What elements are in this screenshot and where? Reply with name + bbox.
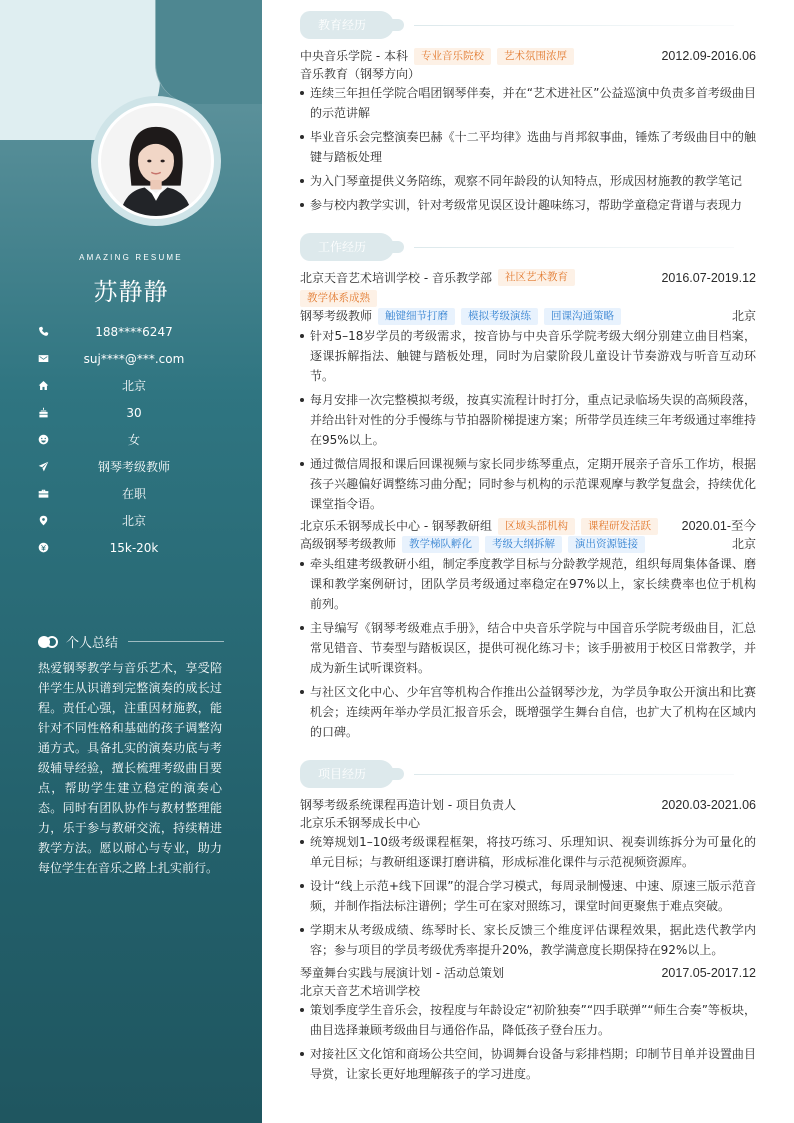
phone-number: 188****6247 [95,324,173,339]
summary-title: 个人总结 [66,636,119,651]
project-org: 北京乐禾钢琴成长中心 [300,816,421,830]
tag: 模拟考级演练 [461,308,538,325]
tag: 教学体系成熟 [300,290,377,307]
job-title: 高级钢琴考级教师 [300,537,397,551]
age: 30 [126,405,142,420]
info-row-age [30,399,230,426]
resume-tagline: AMAZING RESUME [79,253,183,262]
info-row-phone [30,318,230,345]
tag: 触键细节打磨 [378,308,455,325]
list-item: 为入门琴童提供义务陪练，观察不同年龄段的认知特点，形成因材施教的教学笔记 [300,171,756,191]
section-header-projects [300,760,740,788]
briefcase-icon [30,488,58,499]
gender: 女 [127,433,140,447]
candidate-name: 苏静静 [93,278,169,306]
list-item: 设计“线上示范+线下回课”的混合学习模式，每周录制慢速、中速、原速三版示范音频，并制作指法标注谱例；学生可在家对照练习，课堂时间更聚焦于难点突破。 [300,876,756,916]
tag: 教学梯队孵化 [402,536,479,553]
birthday-cake-icon [30,407,58,418]
list-item: 每月安排一次完整模拟考级，按真实流程计时打分，重点记录临场失误的高频段落，并给出针对性的分手慢练与节拍器阶梯提速方案；所带学员连续三年考级通过率维持在95%以上。 [300,390,756,450]
decorative-shape [155,0,262,104]
company-name: 北京天音艺术培训学校 - 音乐教学部 [300,271,492,285]
role-row [300,307,756,325]
list-item: 针对5–18岁学员的考级需求，按音协与中央音乐学院考级大纲分别建立曲目档案，逐课拆解指法、触键与踏板处理，同时为启蒙阶段儿童设计节奏游戏与听音互动环节。 [300,326,756,386]
date-range: 2017.05-2017.12 [661,966,756,980]
contact-info-list [30,318,230,561]
info-row-status [30,480,230,507]
tag: 演出资源链接 [568,536,645,553]
list-item: 牵头组建考级教研小组，制定季度教学目标与分龄教学规范，组织每周集体备课、磨课和教学案例研讨，团队学员考级通过率稳定在97%以上，家长续费率也位于机构前列。 [300,554,756,614]
target-position: 钢琴考级教师 [97,460,170,474]
role-row [300,535,756,553]
project-title: 钢琴考级系统课程再造计划 - 项目负责人 [300,798,516,812]
summary-dots-icon [38,636,60,648]
work-bullets [300,554,756,746]
school-name: 中央音乐学院 - 本科 [300,49,408,63]
list-item: 主导编写《钢琴考级难点手册》，结合中央音乐学院与中国音乐学院考级曲目，汇总常见错音、节奏型与踏板误区，提供可视化练习卡；该手册被用于校区日常教学，并成为新生试听课资料。 [300,618,756,678]
info-row-residence [30,372,230,399]
info-row-salary [30,534,230,561]
list-item: 通过微信周报和课后回课视频与家长同步练琴重点，定期开展亲子音乐工作坊，根据孩子兴趣偏好调整练习曲分配；同时参与机构的示范课观摩与教学复盘会，持续优化课堂指令语。 [300,454,756,514]
project-bullets [300,832,756,964]
section-header-work [300,233,740,261]
list-item: 对接社区文化馆和商场公共空间，协调舞台设备与彩排档期；印制节目单并设置曲目导赏，让家长更好地理解孩子的学习进度。 [300,1044,756,1084]
tag: 艺术氛围浓厚 [497,48,574,65]
divider [128,641,224,642]
work-location: 北京 [731,537,756,551]
project-title: 琴童舞台实践与展演计划 - 活动总策划 [300,966,504,980]
work-entry-header [300,517,756,535]
list-item: 策划季度学生音乐会，按程度与年龄设定“初阶独奏”“四手联弹”“师生合奏”等板块，曲目选择兼顾考级曲目与通俗作品，降低孩子登台压力。 [300,1000,756,1040]
email-icon [30,353,58,364]
list-item: 连续三年担任学院合唱团钢琴伴奏，并在“艺术进社区”公益巡演中负责多首考级曲目的示范讲解 [300,83,756,123]
tag: 课程研发活跃 [581,518,658,535]
section-title: 教育经历 [300,11,394,39]
company-name: 北京乐禾钢琴成长中心 - 钢琴教研组 [300,519,492,533]
education-bullets [300,83,756,219]
education-entry-header [300,47,756,65]
list-item: 与社区文化中心、少年宫等机构合作推出公益钢琴沙龙，为学员争取公开演出和比赛机会；连续两年举办学员汇报音乐会，既增强学生舞台自信，也扩大了机构在区域内的口碑。 [300,682,756,742]
send-icon [30,461,58,472]
summary-text: 热爱钢琴教学与音乐艺术，享受陪伴学生从识谱到完整演奏的成长过程。责任心强，注重因材施教，能针对不同性格和基础的孩子调整沟通方式。具备扎实的演奏功底与考级辅导经验，擅长梳理考级曲目要点，帮助学生建立稳定的演奏心态。同时有团队协作与教材整理能力，乐于参与教研交流，持续精进教学方法。愿以耐心与专业，助力每位学生在音乐之路上扎实前行。 [38,661,222,875]
residence-city: 北京 [121,379,146,393]
tag: 回课沟通策略 [544,308,621,325]
avatar-ring [91,96,221,226]
list-item: 学期末从考级成绩、练琴时长、家长反馈三个维度评估课程效果，据此迭代教学内容；参与项目的学员考级优秀率提升20%，教学满意度长期保持在92%以上。 [300,920,756,960]
avatar-photo [101,106,211,216]
salary-icon [30,542,58,553]
employment-status: 在职 [121,487,146,501]
expected-salary: 15k-20k [109,540,159,555]
info-row-email [30,345,230,372]
divider [414,25,734,26]
summary-header [38,632,224,651]
date-range: 2012.09-2016.06 [661,49,756,63]
list-item: 统筹规划1–10级考级课程框架，将技巧练习、乐理知识、视奏训练拆分为可量化的单元目标；与教研组逐课打磨讲稿，形成标准化课件与示范视频资源库。 [300,832,756,872]
email-address: suj****@***.com [83,351,185,366]
location-pin-icon [30,515,58,526]
phone-icon [30,326,58,337]
section-title: 工作经历 [300,233,394,261]
project-bullets [300,1000,756,1088]
divider [414,247,734,248]
avatar [98,103,214,219]
job-title: 钢琴考级教师 [300,309,373,323]
home-icon [30,380,58,391]
list-item: 毕业音乐会完整演奏巴赫《十二平均律》选曲与肖邦叙事曲，锤炼了考级曲目中的触键与踏板处理 [300,127,756,167]
info-row-location [30,507,230,534]
expected-city: 北京 [121,514,146,528]
tag: 区域头部机构 [498,518,575,535]
date-range: 2016.07-2019.12 [661,271,756,285]
work-bullets [300,326,756,518]
project-org: 北京天音艺术培训学校 [300,984,421,998]
major: 音乐教育（钢琴方向） [300,67,421,81]
section-header-education [300,11,740,39]
sidebar [0,0,262,1123]
tag: 专业音乐院校 [414,48,491,65]
info-row-gender [30,426,230,453]
section-title: 项目经历 [300,760,394,788]
list-item: 参与校内教学实训，针对考级常见误区设计趣味练习，帮助学童稳定背谱与表现力 [300,195,756,215]
info-row-target-job [30,453,230,480]
date-range: 2020.03-2021.06 [661,798,756,812]
work-location: 北京 [731,309,756,323]
project-entry-header [300,796,756,814]
org-tag-row [300,290,756,307]
divider [414,774,734,775]
gender-icon [30,434,58,445]
date-range: 2020.01-至今 [681,519,756,533]
tag: 考级大纲拆解 [485,536,562,553]
project-entry-header [300,964,756,982]
tag: 社区艺术教育 [498,269,575,286]
